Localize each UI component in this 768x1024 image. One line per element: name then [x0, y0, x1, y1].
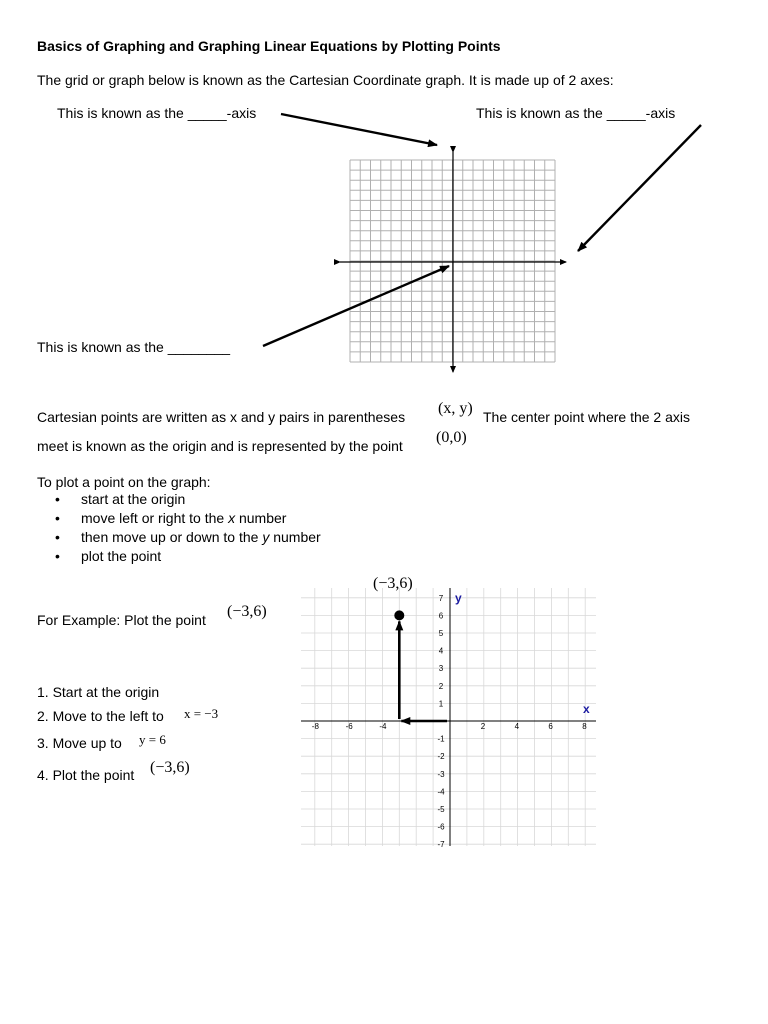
y-tick-label: 6 [438, 611, 444, 621]
y-tick-label: -5 [437, 805, 445, 814]
origin-point-equation: (0,0) [436, 429, 467, 446]
paragraph-line-1: Cartesian points are written as x and y pairs in parentheses [37, 409, 406, 425]
y-tick-label: -4 [437, 787, 445, 797]
axis-question-right: This is known as the _____-axis [476, 105, 676, 121]
origin-question: This is known as the ________ [37, 339, 231, 355]
paragraph-line-2: meet is known as the origin and is represented by the point [37, 438, 403, 454]
example-step-2-equation: x = −3 [184, 706, 219, 721]
y-tick-label: 7 [438, 593, 444, 603]
y-tick-label: -1 [437, 734, 445, 744]
y-tick-label: 1 [438, 699, 444, 709]
bullet-item: • then move up or down to the y number [81, 528, 321, 547]
example-step-1: 1. Start at the origin [37, 684, 160, 700]
y-tick-label: -6 [437, 822, 445, 832]
example-x-axis-label: x [583, 702, 590, 716]
x-tick-label: 4 [514, 722, 520, 731]
y-tick-label: 5 [438, 629, 444, 638]
bullet-item: • start at the origin [81, 490, 321, 509]
x-tick-label: 6 [548, 722, 553, 731]
y-tick-label: -2 [437, 752, 445, 762]
paragraph-line-1-end: The center point where the 2 axis [483, 409, 691, 425]
x-tick-label: 8 [582, 722, 587, 731]
y-tick-label: 2 [438, 681, 444, 691]
example-graph-grid [301, 588, 596, 846]
y-tick-label: -3 [437, 769, 445, 779]
example-label: For Example: Plot the point [37, 612, 206, 628]
example-step-4: 4. Plot the point [37, 767, 135, 783]
bullet-item: • move left or right to the x number [81, 509, 321, 528]
page-title: Basics of Graphing and Graphing Linear Equations by Plotting Points [37, 38, 501, 54]
example-step-3: 3. Move up to [37, 735, 122, 751]
example-step-4-equation: (−3,6) [150, 759, 190, 776]
y-tick-label: -7 [437, 840, 445, 850]
x-tick-label: 2 [480, 722, 486, 731]
example-point-equation: (−3,6) [227, 603, 267, 620]
arrow-to-x-axis [578, 125, 701, 251]
intro-text: The grid or graph below is known as the Cartesian Coordinate graph. It is made up of 2 axes: [37, 72, 614, 88]
xy-pair-equation: (x, y) [438, 400, 473, 417]
x-tick-label: -4 [379, 722, 387, 731]
arrow-to-y-axis [281, 114, 437, 145]
graph-point-label: (−3,6) [373, 575, 413, 592]
blank-grid-axes [340, 152, 566, 372]
bullet-item: • plot the point [81, 547, 321, 566]
y-tick-label: 3 [438, 664, 444, 674]
example-step-3-equation: y = 6 [139, 732, 166, 747]
arrow-to-origin [263, 266, 449, 346]
example-step-2: 2. Move to the left to [37, 708, 164, 724]
plot-heading: To plot a point on the graph: [37, 474, 211, 490]
x-tick-label: -6 [345, 722, 353, 731]
x-tick-label: -8 [311, 722, 319, 731]
plotted-point [394, 610, 404, 620]
y-tick-label: 4 [438, 646, 444, 656]
axis-question-left: This is known as the _____-axis [57, 105, 257, 121]
example-y-axis-label: y [455, 591, 462, 605]
